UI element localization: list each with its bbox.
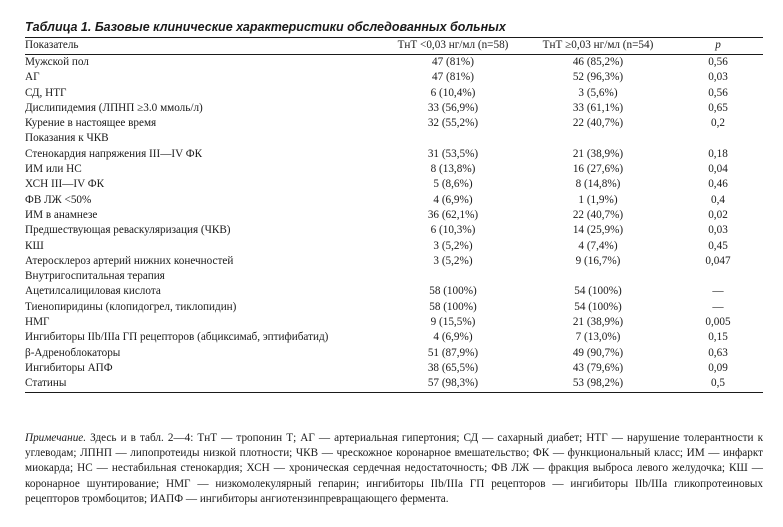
row-p-value: 0,56 <box>708 86 728 99</box>
row-value-low-tnt: 47 (81%) <box>432 71 474 84</box>
row-indicator: Статины <box>25 377 67 390</box>
table-row <box>25 223 763 238</box>
table-row <box>25 193 763 208</box>
row-value-low-tnt: 47 (81%) <box>432 56 474 68</box>
row-p-value: 0,15 <box>708 331 728 344</box>
row-indicator: Внутригоспитальная терапия <box>25 270 165 283</box>
table-row <box>25 346 763 361</box>
row-indicator: Дислипидемия (ЛПНП ≥3.0 ммоль/л) <box>25 101 203 114</box>
row-value-low-tnt: 8 (13,8%) <box>430 163 476 176</box>
row-value-low-tnt: 57 (98,3%) <box>427 377 479 390</box>
row-indicator: Стенокардия напряжения III—IV ФК <box>25 147 203 160</box>
header-group-high-tnt: ТнТ ≥0,03 нг/мл (n=54) <box>542 39 654 52</box>
row-value-high-tnt: 9 (16,7%) <box>575 254 621 267</box>
row-p-value: 0,65 <box>708 101 728 114</box>
row-p-value: 0,04 <box>708 163 728 176</box>
row-indicator: Мужской пол <box>25 56 89 68</box>
row-value-low-tnt: 4 (6,9%) <box>433 193 473 206</box>
row-indicator: АГ <box>25 71 40 84</box>
row-indicator: ИМ или НС <box>25 163 82 176</box>
table-row <box>25 101 763 116</box>
row-p-value <box>673 269 763 284</box>
row-value-high-tnt: 22 (40,7%) <box>572 208 624 221</box>
row-indicator: ХСН III—IV ФК <box>25 178 105 191</box>
row-value-low-tnt: 58 (100%) <box>429 285 477 298</box>
row-value-high-tnt: 46 (85,2%) <box>572 56 624 68</box>
row-indicator: β-Адреноблокаторы <box>25 346 121 359</box>
row-p-value: 0,45 <box>708 239 728 252</box>
row-value-low-tnt: 51 (87,9%) <box>427 346 479 359</box>
table-row <box>25 86 763 101</box>
row-value-low-tnt: 3 (5,2%) <box>433 239 473 252</box>
row-value-high-tnt: 7 (13,0%) <box>575 331 621 344</box>
row-p-value: 0,047 <box>705 254 731 267</box>
row-value-high-tnt: 16 (27,6%) <box>572 163 624 176</box>
table-title <box>25 20 506 34</box>
row-value-high-tnt: 4 (7,4%) <box>578 239 618 252</box>
table-row <box>25 116 763 131</box>
row-value-high-tnt: 21 (38,9%) <box>572 147 624 160</box>
row-value-high-tnt: 22 (40,7%) <box>572 117 624 130</box>
row-value-low-tnt: 6 (10,4%) <box>430 86 476 99</box>
row-value-low-tnt: 3 (5,2%) <box>433 254 473 267</box>
row-value-high-tnt: 3 (5,6%) <box>578 86 618 99</box>
clinical-characteristics-table <box>25 37 763 393</box>
table-row <box>25 70 763 85</box>
row-indicator: Ингибиторы IIb/IIIa ГП рецепторов (абциксимаб, эптифибатид) <box>25 331 329 344</box>
row-indicator: НМГ <box>25 316 50 329</box>
footnote-text: Здесь и в табл. 2—4: ТнТ — тропонин Т; АГ — артериальная гипертония; СД — сахарный диабет; НТГ — нарушение толерантности к углеводам; ЛПНП — липопротеиды низкой плотности; ЧКВ — чрескожное коронарное вмешательство; ФК — функциональный класс; ИМ — инфаркт миокарда; НС — нестабильная стенокардия; ХСН — хроническая сердечная недостаточность; ФВ ЛЖ — фракция выброса левого желудочка; КШ — коронарное шунтирование; НМГ — низкомолекулярный гепарин; ингибиторы IIb/IIIa ГП рецепторов — ингибиторы IIb/IIIa гликопротеиновых рецепторов тромбоцитов; ИАПФ — ингибиторы ангиотензинпревращающего фермента. <box>25 432 764 505</box>
table-header-row <box>25 38 763 55</box>
table-title-label: Таблица 1. <box>25 20 92 34</box>
row-indicator: Ингибиторы АПФ <box>25 361 113 374</box>
row-p-value: 0,46 <box>708 178 728 191</box>
row-value-low-tnt: 38 (65,5%) <box>427 361 479 374</box>
row-indicator: Атеросклероз артерий нижних конечностей <box>25 254 234 267</box>
row-indicator: Курение в настоящее время <box>25 117 157 130</box>
row-indicator: Тиенопиридины (клопидогрел, тиклопидин) <box>25 300 237 313</box>
table-row <box>25 300 763 315</box>
row-value-high-tnt: 52 (96,3%) <box>572 71 624 84</box>
table-row <box>25 177 763 192</box>
header-p-value: p <box>715 39 721 52</box>
footnote-label: Примечание. <box>25 432 87 444</box>
row-indicator: Ацетилсалициловая кислота <box>25 285 161 298</box>
row-p-value: 0,03 <box>708 224 728 237</box>
row-value-low-tnt: 33 (56,9%) <box>427 101 479 114</box>
row-indicator: ФВ ЛЖ <50% <box>25 193 92 206</box>
table-body <box>25 55 763 393</box>
row-indicator: ИМ в анамнезе <box>25 208 98 221</box>
row-value-high-tnt: 1 (1,9%) <box>578 193 618 206</box>
row-value-high-tnt: 53 (98,2%) <box>572 377 624 390</box>
row-value-high-tnt: 54 (100%) <box>574 300 622 313</box>
row-value-high-tnt: 21 (38,9%) <box>572 316 624 329</box>
row-value-low-tnt <box>383 269 523 284</box>
row-indicator: Показания к ЧКВ <box>25 132 109 145</box>
table-row <box>25 376 763 392</box>
table-row <box>25 254 763 269</box>
table-row <box>25 55 763 71</box>
row-value-high-tnt: 49 (90,7%) <box>572 346 624 359</box>
row-p-value: — <box>712 285 724 298</box>
row-indicator: КШ <box>25 239 44 252</box>
table-footnote <box>25 431 763 507</box>
row-p-value: 0,56 <box>708 56 728 68</box>
table-row <box>25 269 763 284</box>
row-value-high-tnt: 54 (100%) <box>574 285 622 298</box>
row-p-value: 0,005 <box>705 316 731 329</box>
table-row <box>25 330 763 345</box>
row-value-high-tnt <box>523 131 673 146</box>
header-group-low-tnt: ТнТ <0,03 нг/мл (n=58) <box>397 39 509 52</box>
row-p-value: 0,63 <box>708 346 728 359</box>
table-row <box>25 147 763 162</box>
table-row <box>25 284 763 299</box>
row-value-high-tnt: 33 (61,1%) <box>572 101 624 114</box>
row-value-low-tnt <box>383 131 523 146</box>
row-value-low-tnt: 31 (53,5%) <box>427 147 479 160</box>
row-indicator: СД, НТГ <box>25 86 67 99</box>
table-row <box>25 315 763 330</box>
row-value-high-tnt: 43 (79,6%) <box>572 361 624 374</box>
row-p-value: 0,18 <box>708 147 728 160</box>
table-row <box>25 361 763 376</box>
row-p-value: 0,2 <box>711 117 725 130</box>
row-indicator: Предшествующая реваскуляризация (ЧКВ) <box>25 224 231 237</box>
row-value-high-tnt <box>523 269 673 284</box>
row-p-value: 0,09 <box>708 361 728 374</box>
table-title-text: Базовые клинические характеристики обследованных больных <box>94 20 506 34</box>
row-p-value: 0,4 <box>711 193 725 206</box>
row-value-low-tnt: 5 (8,6%) <box>433 178 473 191</box>
row-p-value: 0,03 <box>708 71 728 84</box>
table-row <box>25 131 763 146</box>
row-p-value: 0,02 <box>708 208 728 221</box>
row-p-value: — <box>712 300 724 313</box>
table-row <box>25 239 763 254</box>
row-value-low-tnt: 36 (62,1%) <box>427 208 479 221</box>
row-value-low-tnt: 4 (6,9%) <box>433 331 473 344</box>
row-value-high-tnt: 8 (14,8%) <box>575 178 621 191</box>
table-row <box>25 162 763 177</box>
row-value-high-tnt: 14 (25,9%) <box>572 224 624 237</box>
row-value-low-tnt: 32 (55,2%) <box>427 117 479 130</box>
header-indicator: Показатель <box>25 39 79 52</box>
row-p-value: 0,5 <box>711 377 725 390</box>
table-row <box>25 208 763 223</box>
row-value-low-tnt: 6 (10,3%) <box>430 224 476 237</box>
row-value-low-tnt: 9 (15,5%) <box>430 316 476 329</box>
row-p-value <box>673 131 763 146</box>
row-value-low-tnt: 58 (100%) <box>429 300 477 313</box>
